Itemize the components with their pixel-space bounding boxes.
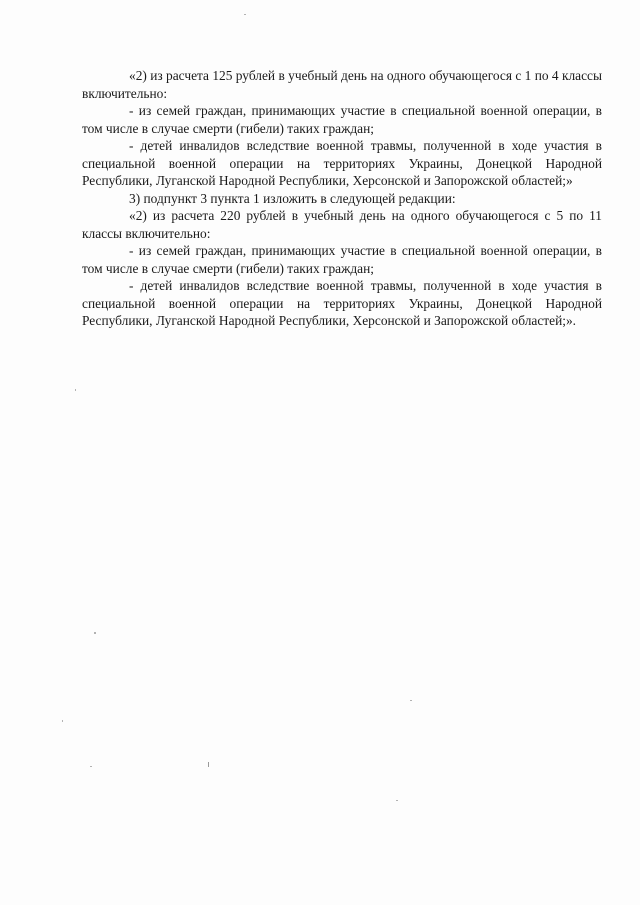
scan-speck: [244, 14, 246, 15]
scan-speck: [396, 800, 398, 801]
scan-speck: [94, 632, 96, 634]
paragraph-svo-families-1: - из семей граждан, принимающих участие в специальной военной операции, в том числе в случае смерти (гибели) таких граждан;: [82, 103, 602, 136]
scan-speck: [75, 389, 76, 391]
paragraph-item-2-grades-5-11: «2) из расчета 220 рублей в учебный день на одного обучающегося с 5 по 11 классы включительно:: [82, 208, 602, 241]
scan-speck: [208, 762, 209, 767]
document-body: [82, 67, 602, 330]
paragraph-disabled-children-2: - детей инвалидов вследствие военной травмы, полученной в ходе участия в специальной военной операции на территориях Украины, Донецкой Народной Республики, Луганской Народной Республики, Херсонской и Запорожской областей;».: [82, 278, 602, 328]
paragraph-item-2-grades-1-4: «2) из расчета 125 рублей в учебный день на одного обучающегося с 1 по 4 классы включительно:: [82, 68, 602, 101]
scan-speck: [62, 720, 63, 722]
paragraph-disabled-children-1: - детей инвалидов вследствие военной травмы, полученной в ходе участия в специальной военной операции на территориях Украины, Донецкой Народной Республики, Луганской Народной Республики, Херсонской и Запорожской областей;»: [82, 138, 602, 188]
paragraph-svo-families-2: - из семей граждан, принимающих участие в специальной военной операции, в том числе в случае смерти (гибели) таких граждан;: [82, 243, 602, 276]
scan-speck: [410, 700, 412, 701]
scan-speck: [90, 766, 92, 767]
paragraph-subitem-3-amendment: 3) подпункт 3 пункта 1 изложить в следующей редакции:: [129, 190, 456, 206]
